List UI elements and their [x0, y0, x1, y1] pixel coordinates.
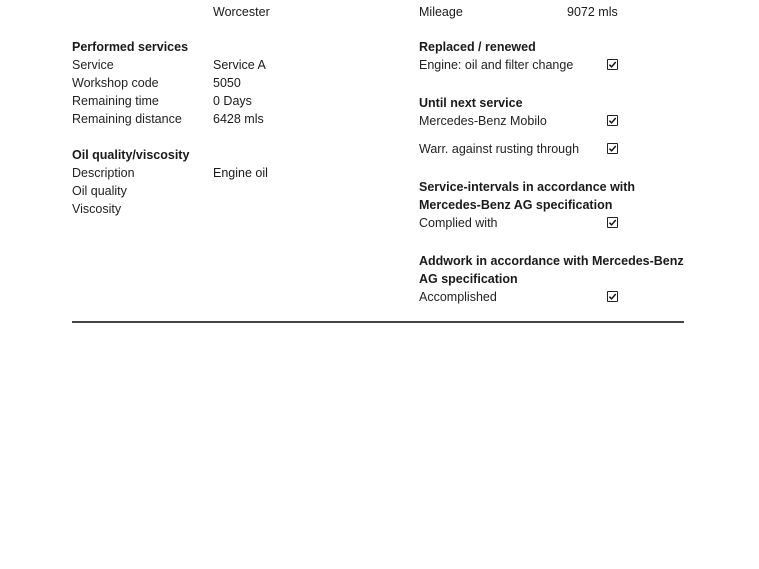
- replaced-heading: Replaced / renewed: [419, 40, 536, 54]
- mileage-label: Mileage: [419, 5, 463, 19]
- oil-quality-label: Oil quality: [72, 184, 127, 198]
- remaining-time-value: 0 Days: [213, 94, 252, 108]
- oil-description-value: Engine oil: [213, 166, 268, 180]
- service-label: Service: [72, 58, 114, 72]
- oil-description-label: Description: [72, 166, 135, 180]
- location-value: Worcester: [213, 5, 270, 19]
- service-value: Service A: [213, 58, 266, 72]
- mobilo-label: Mercedes-Benz Mobilo: [419, 114, 547, 128]
- oil-filter-change-label: Engine: oil and filter change: [419, 58, 574, 72]
- checkmark-icon: [608, 218, 617, 227]
- remaining-distance-value: 6428 mls: [213, 112, 264, 126]
- remaining-distance-label: Remaining distance: [72, 112, 182, 126]
- mobilo-checkbox[interactable]: [607, 115, 618, 126]
- accomplished-label: Accomplished: [419, 290, 497, 304]
- rusting-warranty-label: Warr. against rusting through: [419, 142, 580, 156]
- service-intervals-heading-1: Service-intervals in accordance with: [419, 180, 636, 194]
- mileage-value: 9072 mls: [567, 5, 618, 19]
- checkmark-icon: [608, 116, 617, 125]
- workshop-code-label: Workshop code: [72, 76, 159, 90]
- section-divider: [72, 321, 684, 323]
- service-intervals-heading-2: Mercedes-Benz AG specification: [419, 198, 613, 212]
- checkmark-icon: [608, 292, 617, 301]
- rusting-warranty-checkbox[interactable]: [607, 143, 618, 154]
- complied-with-label: Complied with: [419, 216, 498, 230]
- checkmark-icon: [608, 144, 617, 153]
- until-next-service-heading: Until next service: [419, 96, 523, 110]
- workshop-code-value: 5050: [213, 76, 241, 90]
- oil-filter-change-checkbox[interactable]: [607, 59, 618, 70]
- oil-heading: Oil quality/viscosity: [72, 148, 190, 162]
- accomplished-checkbox[interactable]: [607, 291, 618, 302]
- checkmark-icon: [608, 60, 617, 69]
- viscosity-label: Viscosity: [72, 202, 122, 216]
- addwork-heading-1: Addwork in accordance with Mercedes-Benz: [419, 254, 684, 268]
- addwork-heading-2: AG specification: [419, 272, 518, 286]
- performed-services-heading: Performed services: [72, 40, 189, 54]
- complied-with-checkbox[interactable]: [607, 217, 618, 228]
- remaining-time-label: Remaining time: [72, 94, 159, 108]
